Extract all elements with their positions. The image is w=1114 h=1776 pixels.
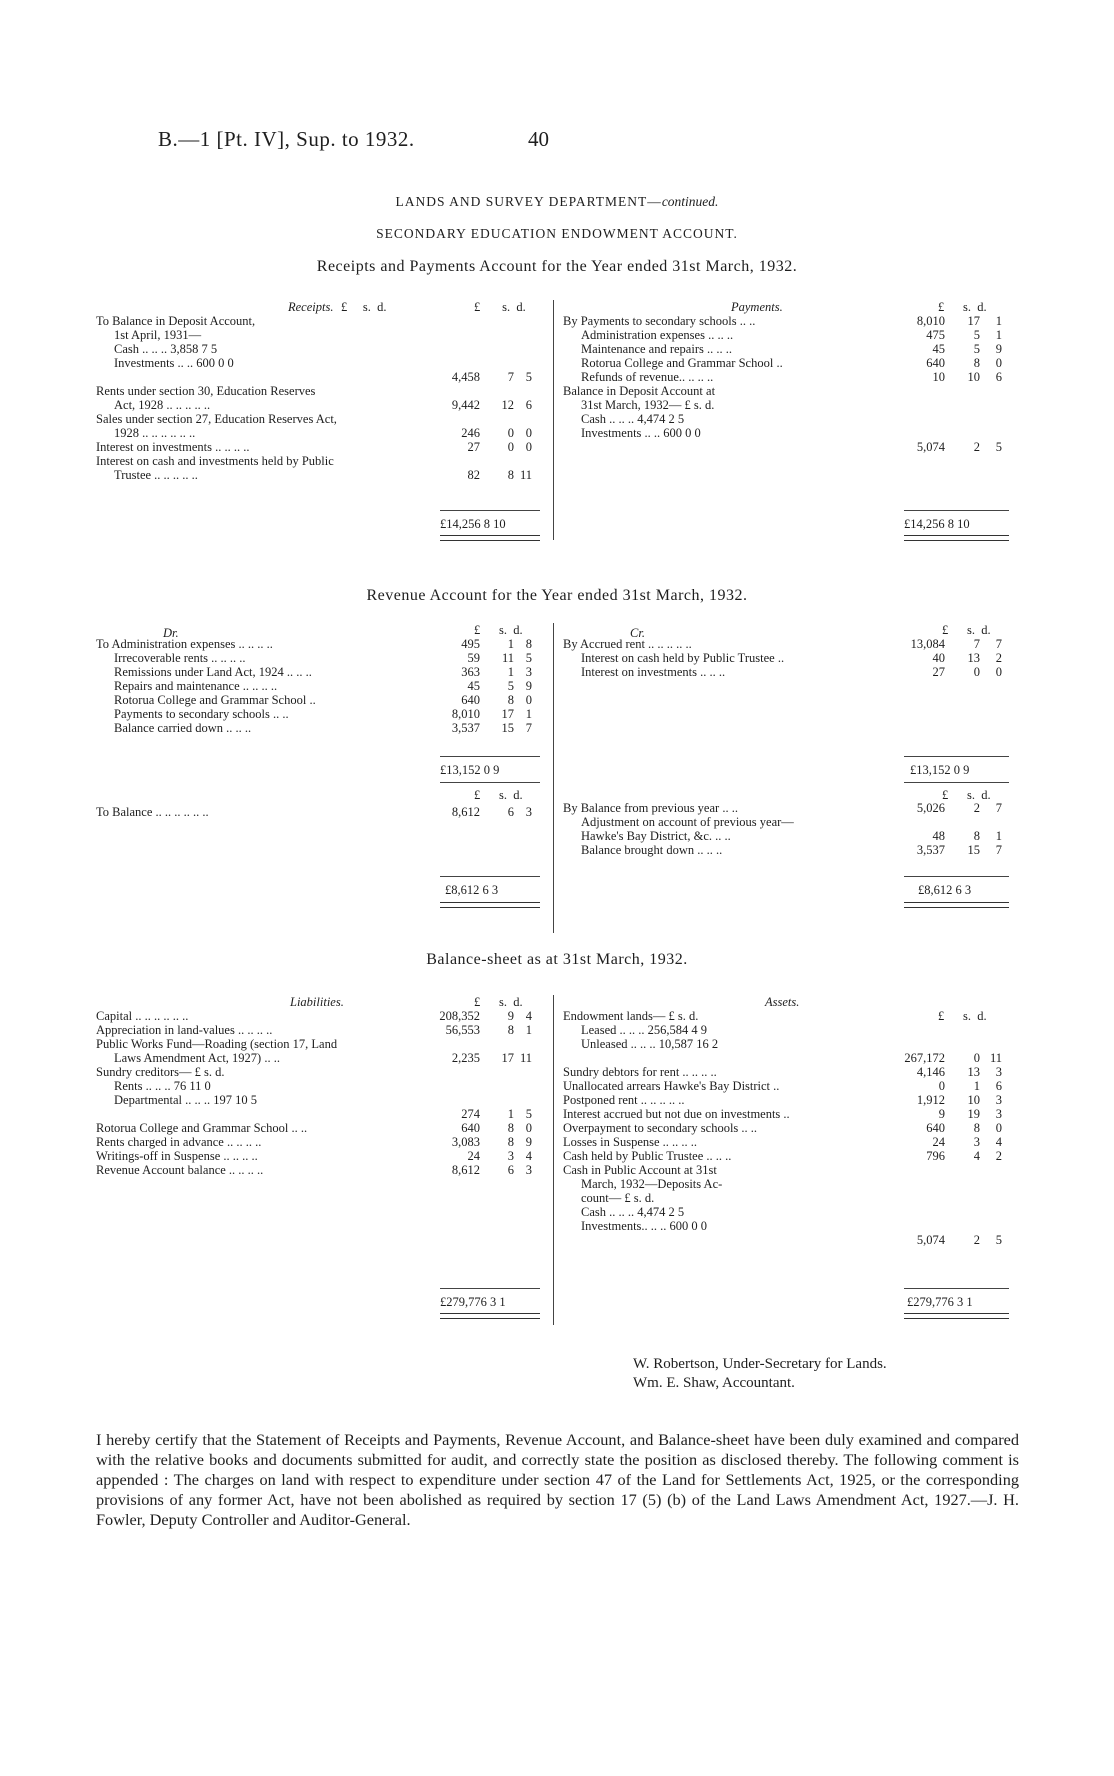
ledger-amount-s: 17 <box>501 707 514 721</box>
ledger-amount-d: 6 <box>525 398 532 412</box>
ledger-label: Rotorua College and Grammar School .. <box>114 693 316 707</box>
ledger-label: Cash held by Public Trustee .. .. .. <box>563 1149 732 1163</box>
ledger-label: To Balance .. .. .. .. .. .. <box>96 805 209 819</box>
ledger-amount-d: 5 <box>995 440 1002 454</box>
total-double-rule <box>440 1313 540 1319</box>
ledger-amount-d: 0 <box>525 440 532 454</box>
ledger-amount-s: 8 <box>973 829 980 843</box>
ledger-amount-s: 9 <box>507 1009 514 1023</box>
ledger-amount-s: 13 <box>967 651 980 665</box>
ledger-label: Departmental .. .. .. 197 10 5 <box>114 1093 258 1107</box>
ledger-label: Leased .. .. .. 256,584 4 9 <box>581 1023 708 1037</box>
ledger-amount-s: 19 <box>967 1107 980 1121</box>
ledger-amount-d: 1 <box>525 1023 532 1037</box>
ledger-amount-l: 8,612 <box>451 805 480 819</box>
ledger-amount-l: 45 <box>932 342 945 356</box>
ledger-label: Sundry debtors for rent .. .. .. .. <box>563 1065 717 1079</box>
ledger-amount-l: 48 <box>932 829 945 843</box>
ledger-label: Endowment lands— £ s. d. <box>563 1009 699 1023</box>
ledger-amount-d: 1 <box>995 829 1002 843</box>
revenue-account-title: Revenue Account for the Year ended 31st March, 1932. <box>366 587 748 604</box>
ledger-label: Investments.. .. .. 600 0 0 <box>581 1219 708 1233</box>
account-title: SECONDARY EDUCATION ENDOWMENT ACCOUNT. <box>376 226 738 241</box>
ledger-amount-s: 0 <box>973 1051 980 1065</box>
ledger-amount-l: 13,084 <box>910 637 945 651</box>
cr-heading: Cr. <box>630 626 645 640</box>
ledger-amount-l: 9 <box>938 1107 945 1121</box>
ledger-amount-d: 7 <box>995 801 1002 815</box>
ledger-amount-d: 3 <box>525 1163 532 1177</box>
total-rule <box>904 1288 1009 1289</box>
ledger-amount-d: 7 <box>525 721 532 735</box>
ledger-amount-l: 8,010 <box>451 707 480 721</box>
ledger-amount-l: 24 <box>467 1149 480 1163</box>
assets-total: £279,776 3 1 <box>907 1295 973 1309</box>
ledger-label: By Accrued rent .. .. .. .. .. <box>563 637 692 651</box>
payments-heading: Payments. <box>731 300 783 314</box>
ledger-label: By Balance from previous year .. .. <box>563 801 738 815</box>
ledger-label: To Balance in Deposit Account, <box>96 314 256 328</box>
ledger-amount-d: 2 <box>995 1149 1002 1163</box>
currency-header: £ s. d. <box>474 788 523 802</box>
currency-header: £ s. d. <box>942 623 991 637</box>
liabilities-heading: Liabilities. <box>290 995 344 1009</box>
ledger-amount-s: 8 <box>507 468 514 482</box>
ledger-amount-s: 7 <box>507 370 514 384</box>
ledger-amount-s: 2 <box>973 440 980 454</box>
ledger-amount-l: 274 <box>461 1107 480 1121</box>
ledger-amount-d: 0 <box>995 1121 1002 1135</box>
ledger-amount-d: 4 <box>525 1149 532 1163</box>
currency-header: £ s. d. <box>938 1009 987 1023</box>
ledger-amount-s: 8 <box>507 1121 514 1135</box>
ledger-amount-l: 640 <box>461 693 480 707</box>
assets-heading: Assets. <box>765 995 800 1009</box>
ledger-amount-s: 0 <box>973 665 980 679</box>
signature-block <box>633 1355 887 1393</box>
ledger-amount-d: 9 <box>995 342 1002 356</box>
ledger-amount-d: 11 <box>519 1051 532 1065</box>
ledger-amount-l: 5,074 <box>916 1233 945 1247</box>
page-number: 40 <box>528 127 549 151</box>
ledger-amount-l: 246 <box>461 426 480 440</box>
ledger-amount-l: 3,537 <box>451 721 480 735</box>
column-divider <box>553 995 554 1325</box>
ledger-amount-s: 6 <box>507 1163 514 1177</box>
ledger-label: Unleased .. .. .. 10,587 16 2 <box>581 1037 719 1051</box>
ledger-label: March, 1932—Deposits Ac- <box>581 1177 723 1191</box>
ledger-label: Cash in Public Account at 31st <box>563 1163 717 1177</box>
receipts-heading: Receipts. <box>288 300 334 314</box>
ledger-amount-l: 1,912 <box>916 1093 945 1107</box>
ledger-amount-s: 1 <box>507 1107 514 1121</box>
ledger-amount-l: 4,458 <box>451 370 480 384</box>
ledger-amount-d: 0 <box>525 1121 532 1135</box>
ledger-label: Administration expenses .. .. .. <box>581 328 734 342</box>
ledger-amount-l: 796 <box>926 1149 945 1163</box>
ledger-amount-s: 8 <box>507 693 514 707</box>
ledger-amount-l: 24 <box>932 1135 945 1149</box>
ledger-label: Cash .. .. .. 4,474 2 5 <box>581 1205 685 1219</box>
ledger-label: Adjustment on account of previous year— <box>581 815 794 829</box>
signature-line: W. Robertson, Under-Secretary for Lands. <box>633 1356 887 1372</box>
ledger-amount-d: 7 <box>995 637 1002 651</box>
ledger-amount-s: 5 <box>973 328 980 342</box>
ledger-amount-l: 10 <box>932 370 945 384</box>
ledger-amount-l: 208,352 <box>439 1009 480 1023</box>
ledger-label: Rotorua College and Grammar School .. .. <box>96 1121 308 1135</box>
ledger-amount-s: 8 <box>507 1135 514 1149</box>
ledger-amount-d: 5 <box>525 651 532 665</box>
currency-header: £ s. d. <box>474 623 523 637</box>
ledger-label: Overpayment to secondary schools .. .. <box>563 1121 758 1135</box>
ledger-label: Hawke's Bay District, &c. .. .. <box>581 829 731 843</box>
ledger-label: Rents .. .. .. 76 11 0 <box>114 1079 211 1093</box>
ledger-amount-d: 1 <box>525 707 532 721</box>
department-title: LANDS AND SURVEY DEPARTMENT—continued. <box>395 194 719 209</box>
ledger-label: Payments to secondary schools .. .. <box>114 707 289 721</box>
ledger-amount-s: 17 <box>501 1051 514 1065</box>
currency-header: £ s. d. <box>474 300 526 314</box>
ledger-label: Interest on cash and investments held by Public <box>96 454 334 468</box>
ledger-amount-s: 5 <box>507 679 514 693</box>
ledger-amount-l: 4,146 <box>916 1065 945 1079</box>
ledger-amount-d: 6 <box>995 370 1002 384</box>
ledger-amount-d: 6 <box>995 1079 1002 1093</box>
ledger-amount-s: 1 <box>507 665 514 679</box>
ledger-amount-d: 8 <box>525 637 532 651</box>
page-header-reference: B.—1 [Pt. IV], Sup. to 1932. <box>158 127 415 151</box>
ledger-label: Revenue Account balance .. .. .. .. <box>96 1163 264 1177</box>
dr2-total: £8,612 6 3 <box>445 883 499 897</box>
ledger-label: Interest accrued but not due on investments .. <box>563 1107 790 1121</box>
ledger-label: Postponed rent .. .. .. .. .. <box>563 1093 685 1107</box>
ledger-amount-s: 8 <box>973 356 980 370</box>
ledger-label: Irrecoverable rents .. .. .. .. <box>114 651 246 665</box>
ledger-amount-d: 1 <box>995 328 1002 342</box>
ledger-label: Trustee .. .. .. .. .. <box>114 468 198 482</box>
ledger-label: Losses in Suspense .. .. .. .. <box>563 1135 698 1149</box>
ledger-label: Appreciation in land-values .. .. .. .. <box>96 1023 273 1037</box>
dr-heading: Dr. <box>163 626 179 640</box>
ledger-label: Sundry creditors— £ s. d. <box>96 1065 225 1079</box>
ledger-amount-d: 3 <box>525 665 532 679</box>
ledger-amount-d: 0 <box>525 426 532 440</box>
ledger-amount-s: 0 <box>507 426 514 440</box>
ledger-label: Cash .. .. .. 4,474 2 5 <box>581 412 685 426</box>
ledger-amount-l: 27 <box>932 665 945 679</box>
balance-sheet-title: Balance-sheet as at 31st March, 1932. <box>426 951 688 968</box>
ledger-amount-l: 40 <box>932 651 945 665</box>
ledger-amount-d: 0 <box>995 356 1002 370</box>
ledger-amount-s: 10 <box>967 370 980 384</box>
audit-certificate: I hereby certify that the Statement of Receipts and Payments, Revenue Account, and Balance-sheet have been duly examined and compared with the relative books and documents submitted for audit, and correctly state the position as disclosed thereby. The following comment is appended : The charges on land with respect to expenditure under section 47 of the Land for Settlements Act, 1925, or the corresponding provisions of any former Act, have not been abolished as required by section 17 (5) (b) of the Land Laws Amendment Act, 1927.—J. H. Fowler, Deputy Controller and Auditor-General. <box>96 1430 1019 1529</box>
ledger-amount-s: 17 <box>967 314 980 328</box>
ledger-label: 31st March, 1932— £ s. d. <box>581 398 715 412</box>
ledger-amount-l: 8,010 <box>916 314 945 328</box>
currency-header: £ s. d. <box>341 300 387 314</box>
ledger-label: Public Works Fund—Roading (section 17, Land <box>96 1037 338 1051</box>
ledger-amount-d: 1 <box>995 314 1002 328</box>
ledger-amount-d: 3 <box>525 805 532 819</box>
signature-line: Wm. E. Shaw, Accountant. <box>633 1375 795 1391</box>
ledger-label: Rotorua College and Grammar School .. <box>581 356 783 370</box>
ledger-amount-l: 5,074 <box>916 440 945 454</box>
currency-header: £ s. d. <box>474 995 523 1009</box>
ledger-label: Unallocated arrears Hawke's Bay District .. <box>563 1079 780 1093</box>
ledger-amount-d: 5 <box>995 1233 1002 1247</box>
ledger-amount-l: 495 <box>461 637 480 651</box>
ledger-amount-l: 267,172 <box>904 1051 945 1065</box>
ledger-label: Interest on investments .. .. .. .. <box>96 440 250 454</box>
ledger-amount-l: 59 <box>467 651 480 665</box>
ledger-label: Laws Amendment Act, 1927) .. .. <box>114 1051 280 1065</box>
ledger-amount-d: 5 <box>525 370 532 384</box>
ledger-amount-d: 0 <box>995 665 1002 679</box>
ledger-amount-l: 363 <box>461 665 480 679</box>
ledger-label: Maintenance and repairs .. .. .. <box>581 342 732 356</box>
ledger-amount-s: 3 <box>973 1135 980 1149</box>
receipts-payments-title: Receipts and Payments Account for the Year ended 31st March, 1932. <box>316 258 798 275</box>
ledger-amount-s: 2 <box>973 801 980 815</box>
ledger-amount-s: 10 <box>967 1093 980 1107</box>
ledger-label: By Payments to secondary schools .. .. <box>563 314 756 328</box>
ledger-label: Writings-off in Suspense .. .. .. .. <box>96 1149 258 1163</box>
ledger-label: Act, 1928 .. .. .. .. .. <box>114 398 211 412</box>
ledger-label: To Administration expenses .. .. .. .. <box>96 637 273 651</box>
ledger-amount-s: 7 <box>973 637 980 651</box>
ledger-amount-d: 3 <box>995 1093 1002 1107</box>
cr2-total: £8,612 6 3 <box>918 883 972 897</box>
ledger-amount-l: 5,026 <box>916 801 945 815</box>
ledger-amount-l: 8,612 <box>451 1163 480 1177</box>
ledger-amount-l: 0 <box>938 1079 945 1093</box>
ledger-label: Investments .. .. 600 0 0 <box>114 356 234 370</box>
ledger-amount-l: 2,235 <box>451 1051 480 1065</box>
ledger-amount-s: 6 <box>507 805 514 819</box>
ledger-label: Balance in Deposit Account at <box>563 384 716 398</box>
ledger-amount-s: 12 <box>501 398 514 412</box>
ledger-amount-s: 5 <box>973 342 980 356</box>
ledger-amount-l: 56,553 <box>445 1023 480 1037</box>
ledger-label: Refunds of revenue.. .. .. .. <box>581 370 714 384</box>
ledger-label: count— £ s. d. <box>581 1191 655 1205</box>
ledger-amount-s: 13 <box>967 1065 980 1079</box>
ledger-label: Sales under section 27, Education Reserves Act, <box>96 412 337 426</box>
ledger-label: Cash .. .. .. 3,858 7 5 <box>114 342 218 356</box>
ledger-amount-s: 2 <box>973 1233 980 1247</box>
cr-total: £13,152 0 9 <box>910 763 970 777</box>
ledger-amount-d: 4 <box>525 1009 532 1023</box>
ledger-label: Remissions under Land Act, 1924 .. .. .. <box>114 665 312 679</box>
ledger-amount-s: 1 <box>507 637 514 651</box>
ledger-amount-d: 5 <box>525 1107 532 1121</box>
ledger-amount-l: 640 <box>926 356 945 370</box>
ledger-amount-d: 9 <box>525 679 532 693</box>
total-double-rule <box>904 1313 1009 1319</box>
ledger-amount-l: 27 <box>467 440 480 454</box>
ledger-amount-s: 1 <box>973 1079 980 1093</box>
ledger-amount-l: 45 <box>467 679 480 693</box>
liabilities-total: £279,776 3 1 <box>440 1295 506 1309</box>
ledger-label: 1928 .. .. .. .. .. .. <box>114 426 196 440</box>
ledger-label: Investments .. .. 600 0 0 <box>581 426 701 440</box>
ledger-label: Rents charged in advance .. .. .. .. <box>96 1135 262 1149</box>
payments-total: £14,256 8 10 <box>904 517 970 531</box>
ledger-amount-l: 640 <box>461 1121 480 1135</box>
ledger-amount-l: 82 <box>467 468 480 482</box>
ledger-amount-s: 3 <box>507 1149 514 1163</box>
ledger-label: 1st April, 1931— <box>114 328 202 342</box>
ledger-amount-s: 15 <box>501 721 514 735</box>
ledger-amount-d: 9 <box>525 1135 532 1149</box>
ledger-amount-d: 3 <box>995 1065 1002 1079</box>
ledger-label: Interest on investments .. .. .. <box>581 665 726 679</box>
currency-header: £ s. d. <box>938 300 987 314</box>
ledger-label: Interest on cash held by Public Trustee .. <box>581 651 785 665</box>
ledger-amount-l: 640 <box>926 1121 945 1135</box>
receipts-total: £14,256 8 10 <box>440 517 506 531</box>
total-rule <box>440 1288 540 1289</box>
ledger-amount-s: 8 <box>973 1121 980 1135</box>
ledger-label: Balance brought down .. .. .. <box>581 843 723 857</box>
ledger-amount-s: 4 <box>973 1149 980 1163</box>
ledger-amount-d: 0 <box>525 693 532 707</box>
ledger-amount-s: 8 <box>507 1023 514 1037</box>
ledger-label: Capital .. .. .. .. .. .. <box>96 1009 189 1023</box>
ledger-label: Rents under section 30, Education Reserves <box>96 384 316 398</box>
ledger-amount-d: 11 <box>989 1051 1002 1065</box>
ledger-amount-l: 3,083 <box>451 1135 480 1149</box>
ledger-amount-s: 11 <box>501 651 514 665</box>
ledger-amount-s: 0 <box>507 440 514 454</box>
ledger-amount-d: 2 <box>995 651 1002 665</box>
ledger-label: Balance carried down .. .. .. <box>114 721 252 735</box>
ledger-amount-d: 4 <box>995 1135 1002 1149</box>
dr-total: £13,152 0 9 <box>440 763 500 777</box>
ledger-amount-l: 3,537 <box>916 843 945 857</box>
ledger-amount-l: 9,442 <box>451 398 480 412</box>
ledger-amount-s: 15 <box>967 843 980 857</box>
ledger-amount-d: 7 <box>995 843 1002 857</box>
ledger-amount-d: 11 <box>519 468 532 482</box>
currency-header: £ s. d. <box>942 788 991 802</box>
ledger-amount-l: 475 <box>926 328 945 342</box>
ledger-label: Repairs and maintenance .. .. .. .. <box>114 679 278 693</box>
ledger-amount-d: 3 <box>995 1107 1002 1121</box>
